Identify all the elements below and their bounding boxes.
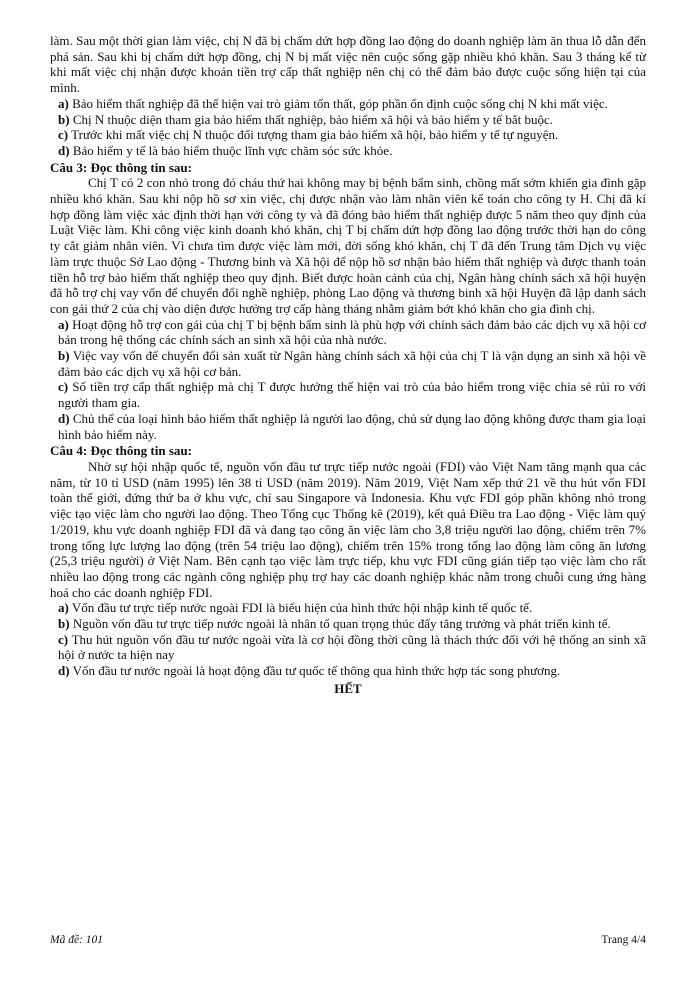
option-item: b) Nguồn vốn đầu tư trực tiếp nước ngoài là nhân tố quan trọng thúc đẩy tăng trưởng và phát triển kinh tế. [58,616,611,632]
intro-paragraph: làm. Sau một thời gian làm việc, chị N đã bị chấm dứt hợp đồng lao động do doanh nghiệp làm ăn thua lỗ dẫn đến phá sản. Sau khi bị chấm dứt hợp đồng, chị N bị mất việc nên cuộc sống gặp nhiều khó khăn. Sau 3 tháng kể từ khi mất việc chị nhận được khoản tiền trợ cấp thất nghiệp nên chị có thể đảm bảo được cuộc sống hiện tại của mình. [50,33,646,96]
option-item: d) Vốn đầu tư nước ngoài là hoạt động đầu tư quốc tế thông qua hình thức hợp tác song phương. [58,663,561,679]
option-item: d) Bảo hiểm y tế là bảo hiểm thuộc lĩnh vực chăm sóc sức khỏe. [58,142,393,158]
option-item: d) Chủ thể của loại hình bảo hiểm thất nghiệp là người lao động, chủ sử dụng lao động không được tham gia loại hình bảo hiểm này. [58,410,647,442]
option-item: c) Thu hút nguồn vốn đầu tư nước ngoài vừa là cơ hội đồng thời cũng là thách thức đối với hệ thống an sinh xã hội ở nước ta hiện nay [58,631,646,663]
option-item: a) Bảo hiểm thất nghiệp đã thể hiện vai trò giảm tổn thất, góp phần ổn định cuộc sống chị N khi mất việc. [58,95,608,111]
question-heading: Câu 4: Đọc thông tin sau: [50,443,192,459]
option-item: b) Chị N thuộc diện tham gia bảo hiểm thất nghiệp, bảo hiểm xã hội và bảo hiểm y tế bắt buộc. [58,111,553,127]
option-item: c) Trước khi mất việc chị N thuộc đối tượng tham gia bảo hiểm xã hội, bảo hiểm y tế tự nguyện. [58,127,559,143]
question-passage: Nhờ sự hội nhập quốc tế, nguồn vốn đầu tư trực tiếp nước ngoài (FDI) vào Việt Nam tăng mạnh qua các năm, từ 10 tỉ USD (năm 1995) lên 38 tỉ USD (năm 2019). Năm 2019, Việt Nam xếp thứ 21 về thu hút vốn FDI toàn thế giới, đứng thứ ba ở khu vực, chỉ sau Singapore và Indonesia. Khu vực FDI góp phần không nhỏ trong việc tạo việc làm cho người lao động. Theo Tổng cục Thống kê (2019), kết quả Điều tra Lao động - Việc làm quý 1/2019, khu vực doanh nghiệp FDI đã và đang tạo công ăn việc làm cho 3,8 triệu người lao động, chiếm trên 7% trong tổng lực lượng lao động (trên 54 triệu lao động), chiếm trên 15% trong tổng lao động làm công ăn lương (25,3 triệu người) ở Việt Nam. Bên cạnh tạo việc làm trực tiếp, khu vực FDI cũng gián tiếp tạo việc làm cho rất nhiều lao động trong các ngành công nghiệp phụ trợ hay các doanh nghiệp khác nằm trong chuỗi cung ứng hàng hoá cho các doanh nghiệp FDI. [50,458,646,600]
exam-code: Mã đề: 101 [50,934,104,946]
page-number: Trang 4/4 [601,934,646,946]
question-passage: Chị T có 2 con nhỏ trong đó cháu thứ hai không may bị bệnh bẩm sinh, chồng mất sớm khiến gia đình gặp nhiều khó khăn. Sau khi nộp hồ sơ xin việc, chị được nhận vào làm nhân viên kế toán cho công ty H. Chị đã kí hợp đồng làm việc xác định thời hạn với công ty và đã đóng bảo hiểm thất nghiệp được 5 năm theo quy định của Luật Việc làm. Khi công việc kinh doanh khó khăn, chị T bị chấm dứt hợp đồng lao động trước thời hạn do công ty cắt giảm nhân viên. Vì chưa tìm được việc làm mới, đời sống khó khăn, chị T đã đến Trung tâm Dịch vụ việc làm trực thuộc Sở Lao động - Thương binh và Xã hội để nộp hồ sơ nhận bảo hiểm thất nghiệp và được thanh toán tiền hỗ trợ bảo hiểm thất nghiệp theo quy định. Biết được hoàn cảnh của chị, Ngân hàng chính sách xã hội huyện đã hỗ trợ chị vay vốn để chuyển đổi nghề nghiệp, phòng Lao động và thương binh xã hội Huyện đã lập danh sách con gái thứ 2 của chị vào diện được hưởng trợ cấp hàng tháng nhằm giảm bớt khó khăn cho gia đình chị. [50,175,646,316]
option-item: a) Vốn đầu tư trực tiếp nước ngoài FDI là biểu hiện của hình thức hội nhập kinh tế quốc tế. [58,600,533,616]
option-item: b) Việc vay vốn để chuyển đổi sản xuất từ Ngân hàng chính sách xã hội của chị T là vận dụng an sinh xã hội về đảm bảo các dịch vụ xã hội cơ bản. [58,348,647,379]
option-item: a) Hoạt động hỗ trợ con gái của chị T bị bệnh bẩm sinh là phù hợp với chính sách đảm bảo các dịch vụ xã hội cơ bản trong hệ thống các chính sách an sinh xã hội của nhà nước. [58,316,647,348]
question-heading: Câu 3: Đọc thông tin sau: [50,159,192,175]
document-page [50,33,646,697]
option-item: c) Số tiền trợ cấp thất nghiệp mà chị T được hưởng thể hiện vai trò của bảo hiểm trong việc chia sẻ rủi ro với người tham gia. [58,379,646,411]
end-mark: HẾT [334,680,362,696]
